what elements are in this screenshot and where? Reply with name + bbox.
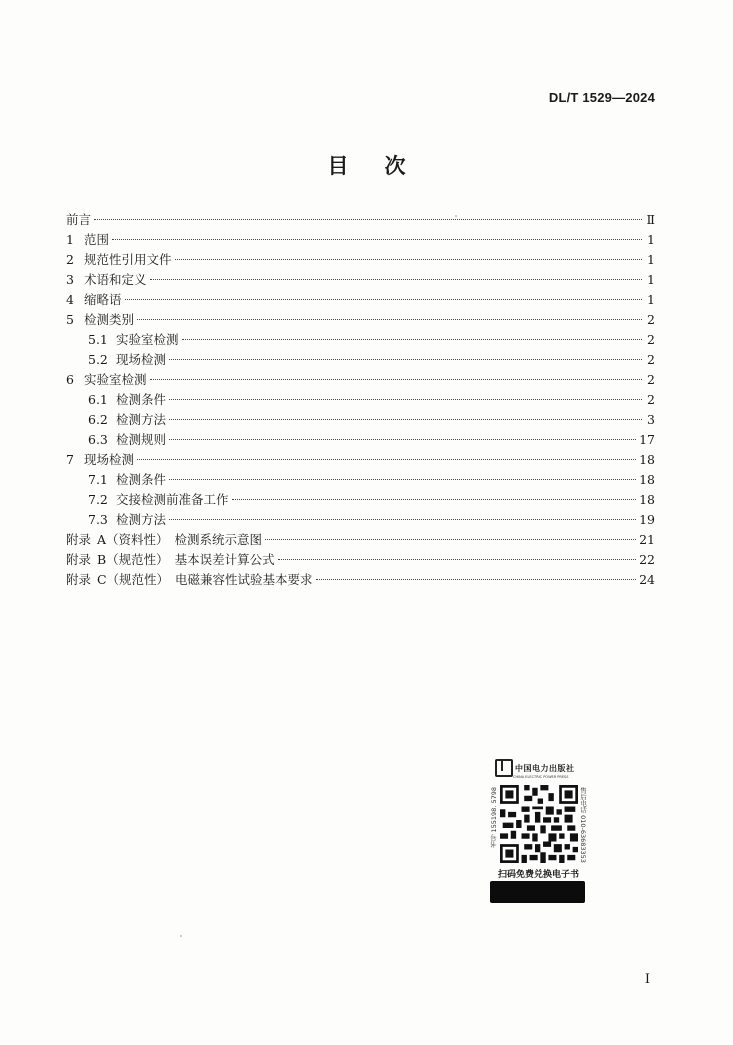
toc-entry-number: 6 xyxy=(66,372,74,387)
toc-leader-dots xyxy=(278,559,636,560)
toc-entry-page: 1 xyxy=(647,272,655,287)
toc-entry[interactable] xyxy=(66,450,655,470)
toc-entry-page: 22 xyxy=(639,552,655,567)
toc-entry-page: 3 xyxy=(647,412,655,427)
toc-entry-page: 1 xyxy=(647,252,655,267)
toc-entry-label: 检测方法 xyxy=(116,412,167,427)
toc-entry-label: 范围 xyxy=(84,232,110,247)
toc-entry-number: 6.3 xyxy=(88,432,108,447)
toc-entry-number: 5.2 xyxy=(88,352,108,367)
toc-entry-page: 1 xyxy=(647,232,655,247)
service-phone: 售后电话 010-63683353 xyxy=(579,787,587,863)
toc-entry[interactable] xyxy=(66,350,655,370)
publisher-stamp xyxy=(487,757,590,907)
document-number: DL/T 1529—2024 xyxy=(548,90,655,105)
scan-speck xyxy=(455,215,457,217)
toc-entry-number: 7.3 xyxy=(88,512,108,527)
redaction-bar xyxy=(490,881,585,903)
toc-leader-dots xyxy=(125,299,642,300)
page-title: 目次 xyxy=(327,153,442,178)
toc-entry-label: 检测规则 xyxy=(116,432,167,447)
stamp-caption: 扫码免费兑换电子书 xyxy=(497,870,579,880)
toc-entry[interactable] xyxy=(66,330,655,350)
toc-entry[interactable] xyxy=(66,210,655,230)
toc-entry[interactable] xyxy=(66,530,655,550)
toc-leader-dots xyxy=(137,319,642,320)
toc-entry-label: 附录 A（资料性） 检测系统示意图 xyxy=(66,532,262,547)
toc-entry-number: 6.1 xyxy=(88,392,108,407)
toc-entry-number: 3 xyxy=(66,272,74,287)
toc-entry-page: 2 xyxy=(647,372,655,387)
toc-entry-label: 交接检测前准备工作 xyxy=(116,492,229,507)
publisher-name: 中国电力出版社 xyxy=(515,763,575,773)
toc-entry[interactable] xyxy=(66,430,655,450)
toc-leader-dots xyxy=(182,339,642,340)
toc-entry[interactable] xyxy=(66,490,655,510)
toc-entry-number: 7.1 xyxy=(88,472,108,487)
toc-leader-dots xyxy=(169,399,642,400)
toc-entry[interactable] xyxy=(66,290,655,310)
toc-entry-page: 18 xyxy=(639,472,655,487)
toc-entry-label: 术语和定义 xyxy=(84,272,147,287)
toc-entry-page: 21 xyxy=(639,532,655,547)
toc-leader-dots xyxy=(112,239,642,240)
toc-entry-label: 现场检测 xyxy=(84,452,135,467)
toc-entry-label: 附录 C（规范性） 电磁兼容性试验基本要求 xyxy=(66,572,313,587)
toc-entry-number: 1 xyxy=(66,232,74,247)
toc-leader-dots xyxy=(169,359,642,360)
toc-entry-label: 规范性引用文件 xyxy=(84,252,172,267)
toc-leader-dots xyxy=(232,499,637,500)
toc-leader-dots xyxy=(94,219,642,220)
toc-entry-label: 检测条件 xyxy=(116,472,167,487)
toc-entry[interactable] xyxy=(66,470,655,490)
toc-leader-dots xyxy=(137,459,636,460)
toc-entry[interactable] xyxy=(66,410,655,430)
toc-leader-dots xyxy=(169,439,636,440)
toc-entry-number: 4 xyxy=(66,292,74,307)
toc-entry-label: 附录 B（规范性） 基本误差计算公式 xyxy=(66,552,275,567)
publisher-name-en: CHINA ELECTRIC POWER PRESS xyxy=(513,775,569,779)
toc-entry-label: 现场检测 xyxy=(116,352,167,367)
toc-entry-number: 5.1 xyxy=(88,332,108,347)
toc-leader-dots xyxy=(150,379,642,380)
toc-entry-label: 前言 xyxy=(66,212,92,227)
toc-entry[interactable] xyxy=(66,550,655,570)
toc-entry-page: 2 xyxy=(647,312,655,327)
toc-leader-dots xyxy=(169,419,642,420)
toc-entry[interactable] xyxy=(66,390,655,410)
toc-entry-number: 5 xyxy=(66,312,74,327)
toc-entry-number: 6.2 xyxy=(88,412,108,427)
toc-entry-number: 2 xyxy=(66,252,74,267)
toc-entry-label: 实验室检测 xyxy=(116,332,179,347)
toc-entry-page: 17 xyxy=(639,432,655,447)
toc-entry-page: 2 xyxy=(647,332,655,347)
toc-entry[interactable] xyxy=(66,230,655,250)
toc-entry-page: 18 xyxy=(639,492,655,507)
publisher-logo-icon xyxy=(495,759,513,777)
toc-entry[interactable] xyxy=(66,270,655,290)
toc-entry-number: 7.2 xyxy=(88,492,108,507)
toc-entry-label: 缩略语 xyxy=(84,292,122,307)
toc-entry[interactable] xyxy=(66,510,655,530)
page-number: I xyxy=(644,972,650,987)
toc-entry-page: 18 xyxy=(639,452,655,467)
toc-leader-dots xyxy=(316,579,637,580)
toc-entry-page: 2 xyxy=(647,352,655,367)
book-id: 书号 155198. 5798 xyxy=(490,787,498,848)
toc-entry-number: 7 xyxy=(66,452,74,467)
qr-code-icon[interactable] xyxy=(500,785,578,863)
toc-entry-page: 1 xyxy=(647,292,655,307)
toc-entry[interactable] xyxy=(66,250,655,270)
toc-entry-label: 实验室检测 xyxy=(84,372,147,387)
toc-entry[interactable] xyxy=(66,370,655,390)
toc-entry-label: 检测条件 xyxy=(116,392,167,407)
toc-leader-dots xyxy=(175,259,642,260)
scan-speck xyxy=(180,935,182,937)
toc-entry[interactable] xyxy=(66,570,655,590)
toc-leader-dots xyxy=(169,519,636,520)
toc-entry-page: 19 xyxy=(639,512,655,527)
toc-leader-dots xyxy=(150,279,642,280)
toc-entry-page: 24 xyxy=(639,572,655,587)
toc-entry-label: 检测类别 xyxy=(84,312,135,327)
toc-entry-page: 2 xyxy=(647,392,655,407)
toc-entry-page: Ⅱ xyxy=(646,212,655,227)
table-of-contents xyxy=(66,210,655,590)
toc-entry-label: 检测方法 xyxy=(116,512,167,527)
toc-leader-dots xyxy=(265,539,636,540)
toc-entry[interactable] xyxy=(66,310,655,330)
toc-leader-dots xyxy=(169,479,636,480)
